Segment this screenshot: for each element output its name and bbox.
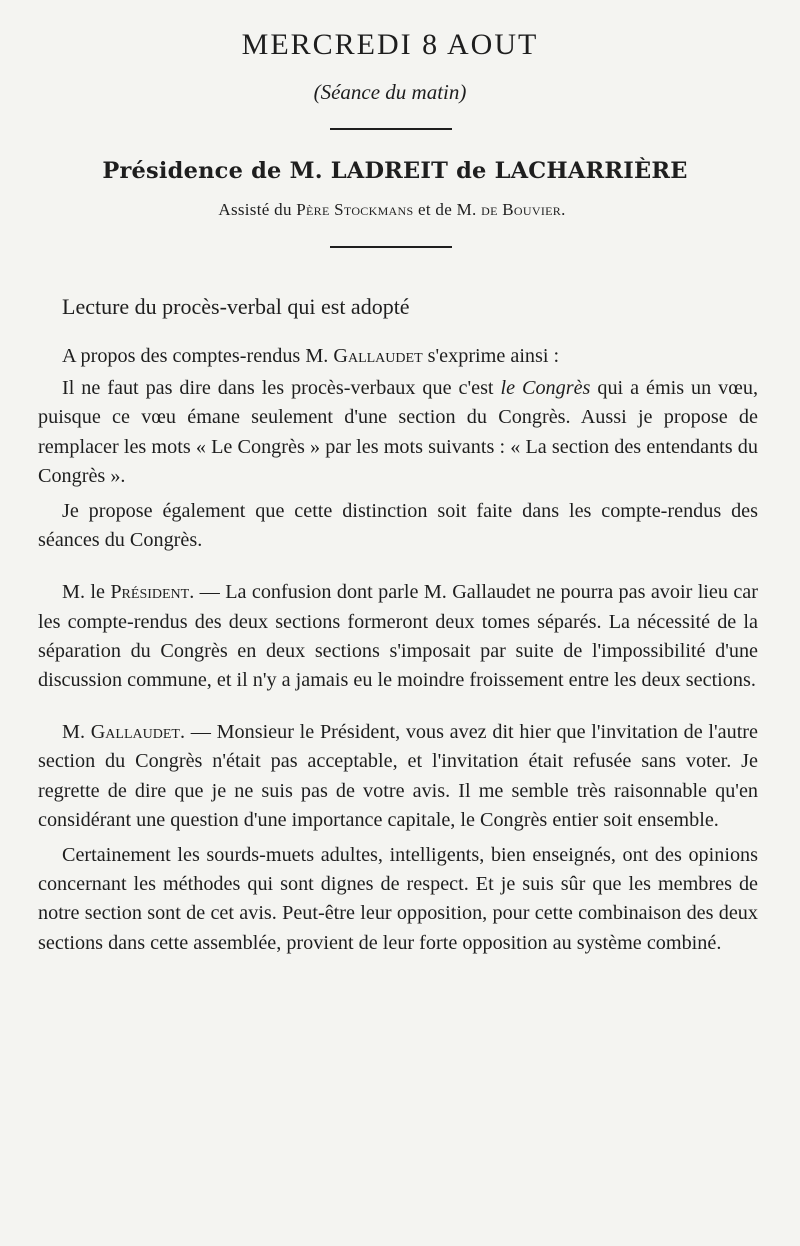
- speaker-name: Président: [110, 581, 190, 604]
- paragraph-text: s'exprime ainsi :: [422, 345, 560, 367]
- speaker-label: M. le: [62, 581, 111, 604]
- assiste-person-2: de Bouvier: [481, 200, 562, 219]
- paragraph-text: . — La confusion dont parle M. Gallaudet ne pourra pas avoir lieu car les compte-rendus des deux sections formeront deux tomes séparés. La nécessité de la séparation du Congrès en deux sections s'imposait par suite de l'impossibilité d'une discussion commune, et il n'y a jamais eu le moindre froissement entre les deux sections.: [38, 581, 758, 692]
- date-title: MERCREDI 8 AOUT: [241, 28, 539, 61]
- paragraph-text: . — Monsieur le Président, vous avez dit hier que l'invitation de l'autre section du Congrès n'était pas acceptable, et l'invitation était refusée sans voter. Je regrette de dire que je ne suis pas de votre avis. Il me semble très raisonnable qu'en considérant une question d'une importance capitale, le Congrès entier soit ensemble.: [38, 721, 758, 831]
- speaker-label: M.: [62, 721, 91, 744]
- paragraph: Certainement les sourds-muets adultes, intelligents, bien enseignés, ont des opinions concernant les méthodes qui sont dignes de respect. Et je suis sûr que les membres de notre section sont de cet avis. Peut-être leur opposition, pour cette combinaison des deux sections dans cette assemblée, provient de leur forte opposition au système combiné.: [38, 844, 758, 954]
- divider-rule: [330, 246, 452, 248]
- assiste-line: [0, 200, 784, 220]
- divider-rule: [330, 128, 452, 130]
- paragraph: [38, 578, 758, 695]
- presidence-heading: Présidence de M. LADREIT de LACHARRIÈRE: [102, 158, 688, 184]
- paragraph-text: qui a émis un vœu, puisque ce vœu émane seulement d'une section du Congrès. Aussi je propose de remplacer les mots « Le Congrès » par les mots suivants : « La section des entendants du Congrès ».: [38, 377, 758, 487]
- assiste-middle: et de M.: [413, 200, 482, 219]
- assiste-person-1: Père Stockmans: [296, 200, 414, 219]
- body-text: [38, 342, 758, 958]
- speaker-name: Gallaudet: [333, 345, 423, 367]
- session-subtitle: (Séance du matin): [313, 80, 467, 104]
- paragraph: Je propose également que cette distinction soit faite dans les compte-rendus des séances du Congrès.: [38, 500, 758, 552]
- assiste-prefix: Assisté du: [218, 200, 297, 219]
- paragraph: [38, 342, 758, 371]
- assiste-suffix: .: [561, 200, 566, 219]
- paragraph-text: A propos des comptes-rendus M.: [62, 345, 334, 367]
- paragraph: [38, 374, 758, 491]
- paragraph-text: Il ne faut pas dire dans les procès-verbaux que c'est: [62, 377, 501, 400]
- section-title: Lecture du procès-verbal qui est adopté: [62, 294, 410, 319]
- speaker-name: Gallaudet: [90, 721, 180, 744]
- italic-phrase: le Congrès: [500, 377, 591, 400]
- paragraph: [38, 718, 758, 835]
